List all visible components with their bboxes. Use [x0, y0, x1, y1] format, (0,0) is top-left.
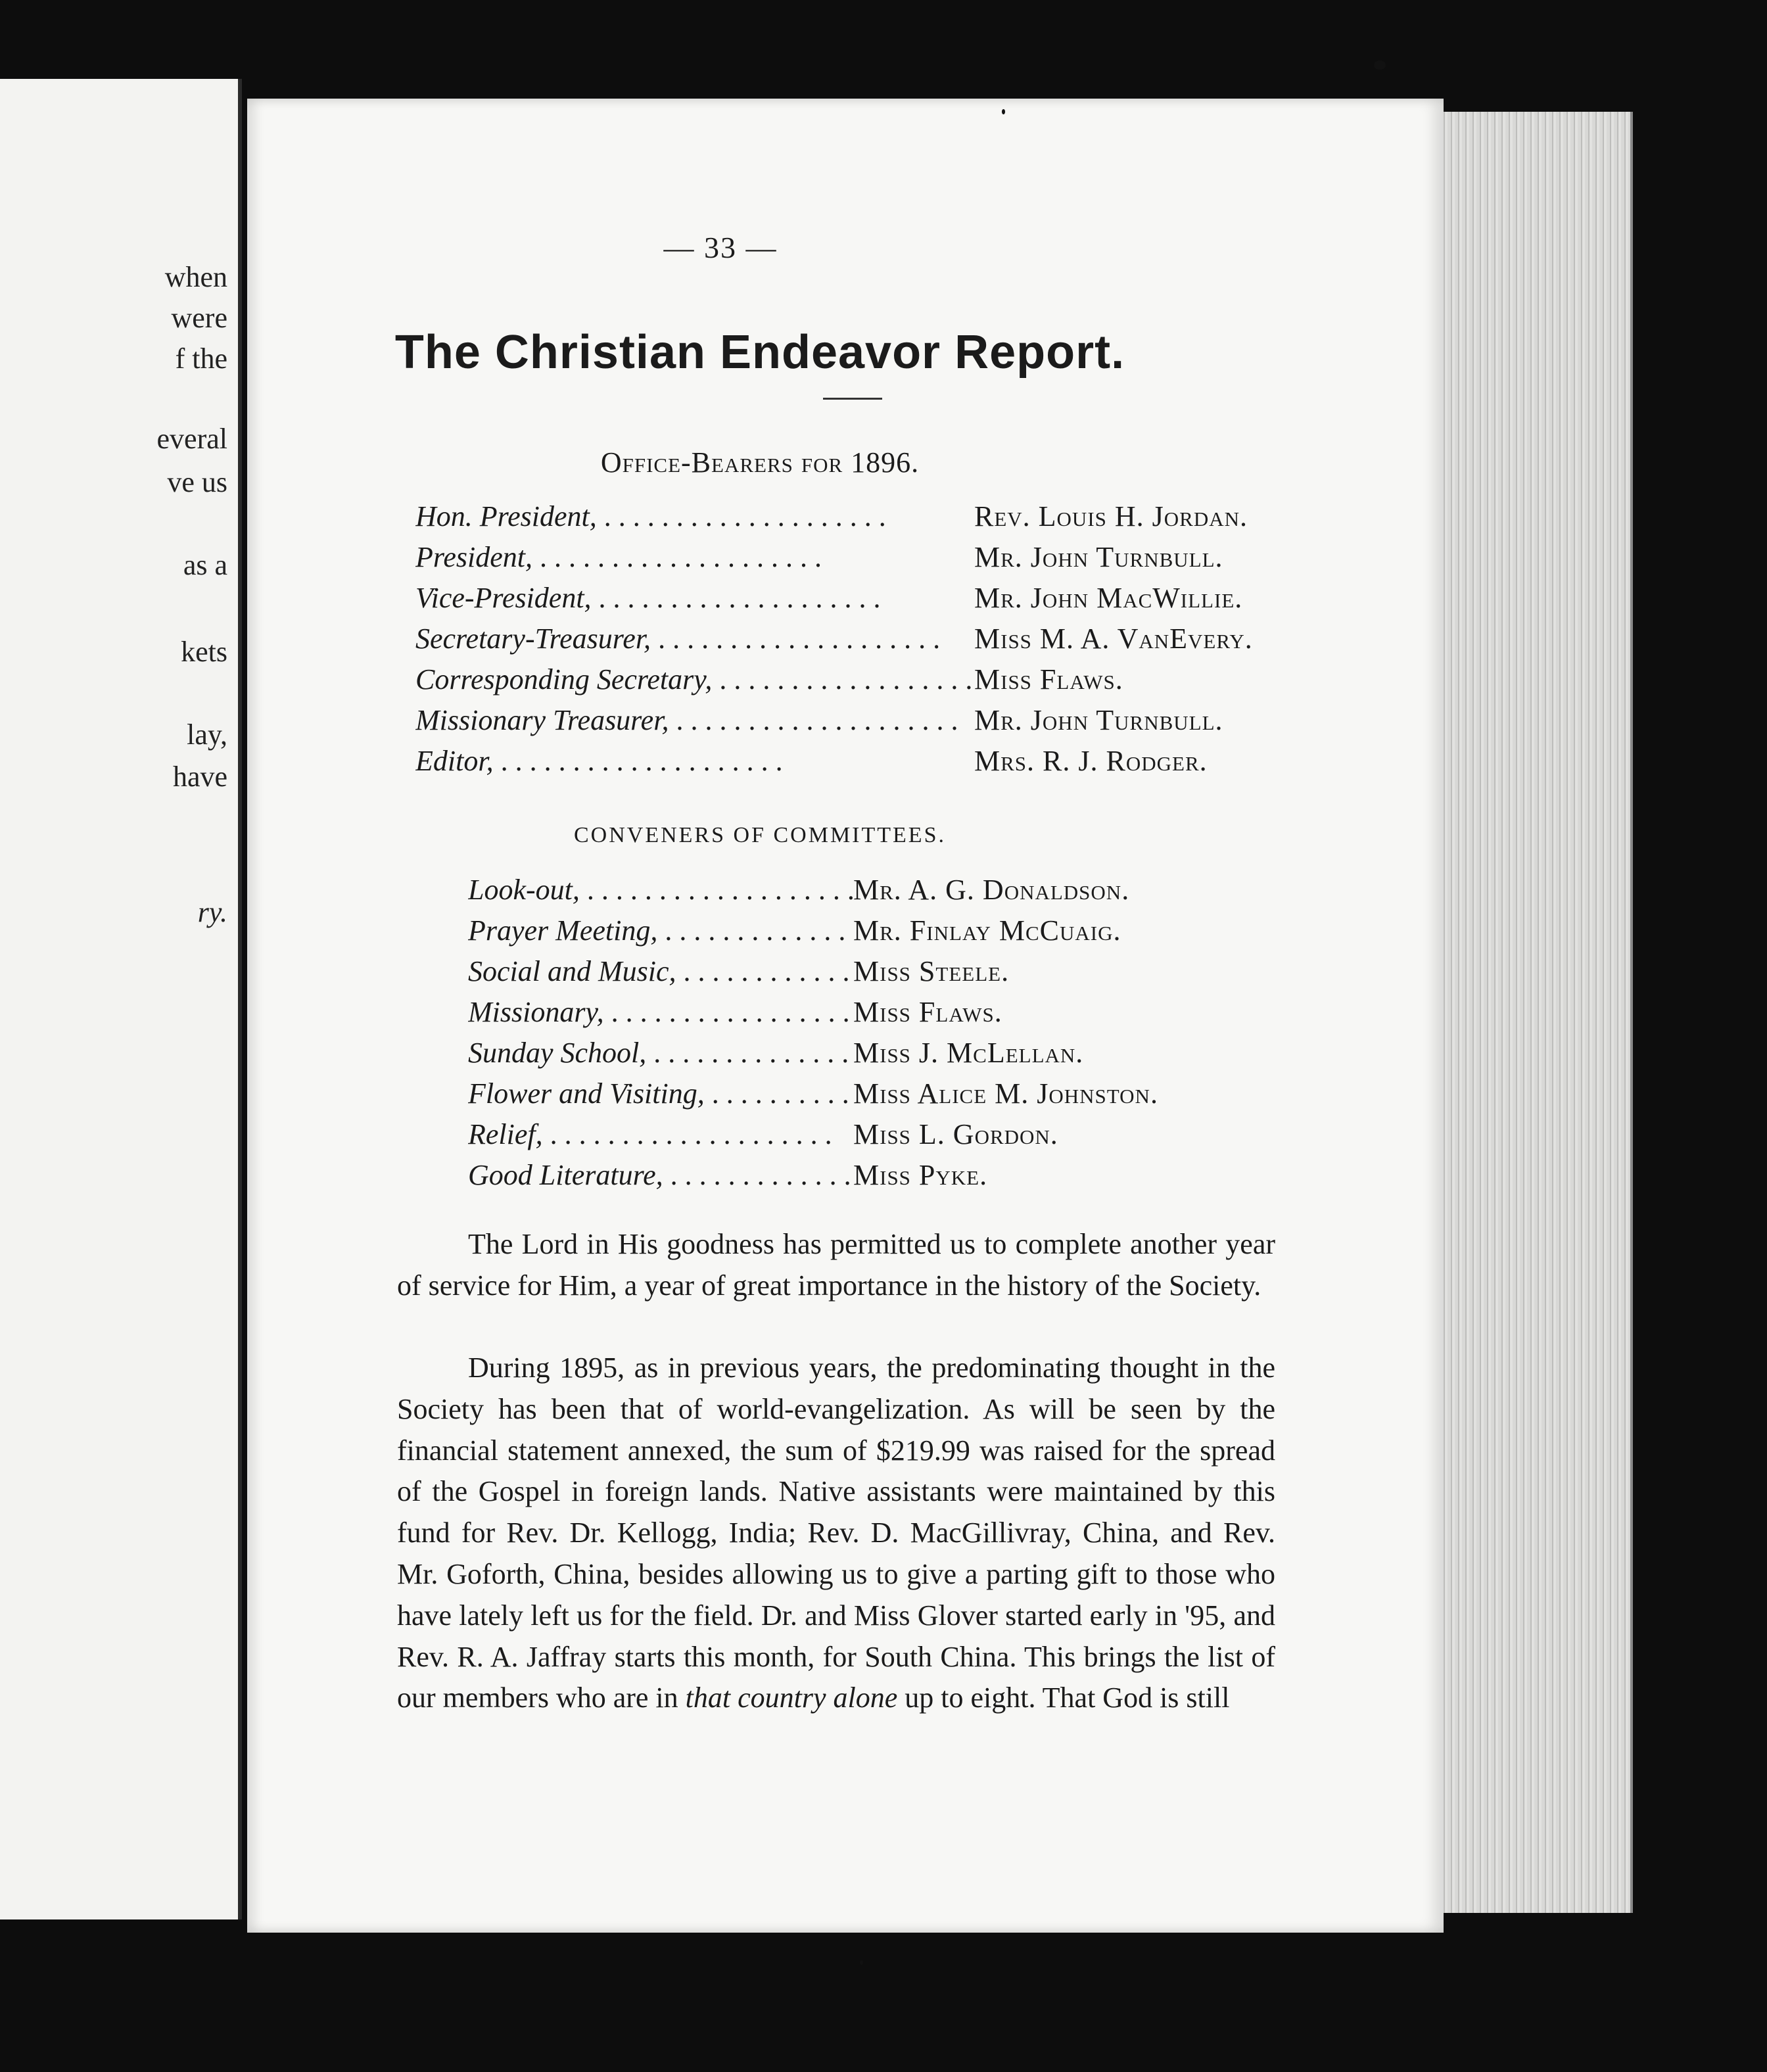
page-stack-edges	[1433, 112, 1633, 1913]
office-bearer-row	[415, 744, 1402, 785]
body-paragraph: The Lord in His goodness has permitted us to complete another year of service for Him, a year of great importance in the history of the Society.	[397, 1228, 1275, 1302]
convener-name: Miss J. McLellan.	[853, 1037, 1084, 1069]
convener-row	[468, 1158, 1323, 1199]
convener-row	[468, 995, 1323, 1036]
scan-speck	[1374, 60, 1386, 70]
previous-page-fragment: ve us	[167, 466, 227, 498]
previous-page-fragment: kets	[181, 636, 227, 668]
office-holder: Rev. Louis H. Jordan.	[974, 500, 1248, 532]
office-role: Vice-President, . .	[415, 581, 974, 615]
previous-page-fragment: f the	[175, 342, 227, 375]
office-role: Hon. President, . .	[415, 500, 974, 533]
convener-row	[468, 873, 1323, 914]
previous-page-fragment: when	[164, 261, 227, 293]
office-bearer-row	[415, 581, 1402, 622]
office-holder: Mr. John Turnbull.	[974, 704, 1223, 736]
previous-page-fragment: as a	[183, 549, 227, 581]
committee-name: Missionary, . .	[468, 995, 853, 1029]
committee-name: Social and Music, . .	[468, 954, 853, 988]
committee-name: Look-out, . .	[468, 873, 853, 906]
office-bearer-row	[415, 500, 1402, 540]
convener-name: Mr. Finlay McCuaig.	[853, 914, 1121, 947]
previous-page-fragment: ry.	[197, 896, 227, 928]
page-33	[247, 99, 1444, 1933]
committee-name: Flower and Visiting, . .	[468, 1077, 853, 1110]
page-number: — 33 —	[663, 231, 778, 264]
office-role: President, . .	[415, 540, 974, 574]
convener-name: Miss Steele.	[853, 955, 1010, 987]
conveners-heading: CONVENERS OF COMMITTEES.	[574, 823, 946, 847]
paragraph-text: During 1895, as in previous years, the predominating thought in the Society has been that of world-evangelization. As will be seen by the financial statement annexed, the sum of $219.99 was raised for the spread of the Gospel in foreign lands. Native assistants were maintained by this fund for Rev. Dr. Kellogg, India; Rev. D. MacGillivray, China, and Rev. Mr. Goforth, China, besides allowing us to give a parting gift to those who have lately left us for the field. Dr. and Miss Glover started early in '95, and Rev. R. A. Jaffray starts this month, for South China. This brings the list of our members who are in	[397, 1352, 1275, 1714]
body-paragraph	[397, 1348, 1275, 1719]
committee-name: Sunday School, . .	[468, 1036, 853, 1070]
scan-speck	[1002, 109, 1005, 114]
previous-page-fragment: everal	[156, 423, 227, 455]
emphasized-text: that country alone	[685, 1682, 898, 1714]
scan-speck	[860, 1960, 863, 1965]
office-bearers-heading: Office-Bearers for 1896.	[600, 446, 920, 479]
office-role: Editor, . .	[415, 744, 974, 778]
convener-name: Miss L. Gordon.	[853, 1118, 1058, 1150]
convener-row	[468, 1036, 1323, 1077]
committee-name: Prayer Meeting, . .	[468, 914, 853, 947]
convener-row	[468, 914, 1323, 954]
office-role: Secretary-Treasurer, . .	[415, 622, 974, 655]
office-holder: Mr. John MacWillie.	[974, 582, 1243, 614]
office-bearer-row	[415, 703, 1402, 744]
previous-page-fragment: were	[171, 302, 227, 334]
convener-name: Miss Pyke.	[853, 1159, 988, 1191]
committee-name: Good Literature, . .	[468, 1158, 853, 1192]
previous-page-edge	[0, 79, 242, 1919]
page-title: The Christian Endeavor Report.	[394, 326, 1125, 379]
office-holder: Miss Flaws.	[974, 663, 1123, 695]
office-role: Corresponding Secretary, . .	[415, 663, 974, 696]
committee-name: Relief, . .	[468, 1118, 853, 1151]
previous-page-fragment: lay,	[187, 718, 227, 751]
office-bearer-row	[415, 622, 1402, 663]
convener-name: Mr. A. G. Donaldson.	[853, 874, 1130, 906]
convener-row	[468, 1118, 1323, 1158]
convener-name: Miss Alice M. Johnston.	[853, 1077, 1158, 1110]
paragraph-text: up to eight. That God is still	[897, 1682, 1230, 1714]
title-rule	[823, 398, 882, 400]
convener-name: Miss Flaws.	[853, 996, 1002, 1028]
office-bearer-row	[415, 663, 1402, 703]
previous-page-fragment: have	[172, 761, 227, 793]
convener-row	[468, 954, 1323, 995]
office-holder: Miss M. A. VanEvery.	[974, 623, 1253, 655]
office-bearer-row	[415, 540, 1402, 581]
convener-row	[468, 1077, 1323, 1118]
office-role: Missionary Treasurer, . .	[415, 703, 974, 737]
office-holder: Mr. John Turnbull.	[974, 541, 1223, 573]
office-holder: Mrs. R. J. Rodger.	[974, 745, 1208, 777]
